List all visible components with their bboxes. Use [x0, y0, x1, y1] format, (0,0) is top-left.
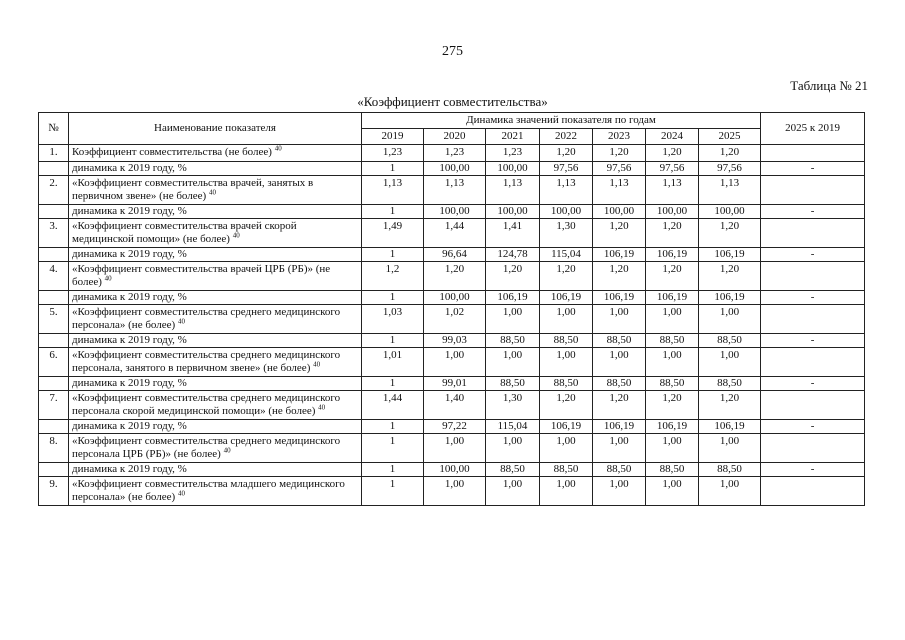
indicator-name-cell	[69, 145, 362, 162]
value-cell: 1,00	[424, 477, 486, 506]
footnote-ref: 40	[177, 489, 185, 498]
row-number: 7.	[39, 391, 69, 420]
value-cell: 1,00	[486, 434, 540, 463]
dynamics-ratio-cell: -	[761, 377, 865, 391]
dynamics-label: динамика к 2019 году, %	[69, 162, 362, 176]
dynamics-value-cell: 1	[362, 420, 424, 434]
value-cell: 1,20	[646, 145, 699, 162]
dynamics-value-cell: 124,78	[486, 248, 540, 262]
value-cell: 1,00	[486, 477, 540, 506]
indicator-name-cell	[69, 219, 362, 248]
indicator-row	[39, 145, 865, 162]
row-number: 4.	[39, 262, 69, 291]
header-year: 2024	[646, 129, 699, 145]
dynamics-value-cell: 88,50	[699, 334, 761, 348]
dynamics-value-cell: 88,50	[486, 377, 540, 391]
ratio-cell	[761, 434, 865, 463]
dynamics-label: динамика к 2019 году, %	[69, 334, 362, 348]
value-cell: 1,02	[424, 305, 486, 334]
value-cell: 1,40	[424, 391, 486, 420]
dynamics-label: динамика к 2019 году, %	[69, 291, 362, 305]
dynamics-row	[39, 463, 865, 477]
dynamics-value-cell: 106,19	[540, 420, 593, 434]
indicator-row	[39, 305, 865, 334]
ratio-cell	[761, 305, 865, 334]
dynamics-value-cell: 88,50	[593, 377, 646, 391]
value-cell: 1,00	[540, 348, 593, 377]
ratio-cell	[761, 262, 865, 291]
dynamics-value-cell: 97,56	[646, 162, 699, 176]
dynamics-value-cell: 100,00	[540, 205, 593, 219]
indicator-name: «Коэффициент совместительства среднего медицинского персонала» (не более)	[72, 306, 341, 331]
dynamics-value-cell: 88,50	[540, 334, 593, 348]
value-cell: 1,13	[540, 176, 593, 205]
value-cell: 1,44	[424, 219, 486, 248]
footnote-ref: 40	[223, 446, 231, 455]
row-number: 1.	[39, 145, 69, 162]
dynamics-label: динамика к 2019 году, %	[69, 205, 362, 219]
indicator-name: «Коэффициент совместительства врачей, занятых в первичном звене» (не более)	[72, 177, 314, 202]
value-cell: 1,00	[699, 477, 761, 506]
dynamics-value-cell: 88,50	[540, 377, 593, 391]
footnote-ref: 40	[232, 231, 240, 240]
header-year: 2020	[424, 129, 486, 145]
dynamics-value-cell: 100,00	[699, 205, 761, 219]
dynamics-value-cell: 88,50	[646, 463, 699, 477]
dynamics-value-cell: 100,00	[593, 205, 646, 219]
dynamics-value-cell: 88,50	[486, 334, 540, 348]
dynamics-value-cell: 115,04	[486, 420, 540, 434]
value-cell: 1,00	[646, 434, 699, 463]
table-title: «Коэффициент совместительства»	[357, 94, 548, 109]
dynamics-value-cell: 88,50	[540, 463, 593, 477]
value-cell: 1,13	[699, 176, 761, 205]
value-cell: 1,13	[424, 176, 486, 205]
dynamics-ratio-cell: -	[761, 248, 865, 262]
header-year: 2021	[486, 129, 540, 145]
dynamics-num-cell	[39, 420, 69, 434]
value-cell: 1,20	[540, 391, 593, 420]
dynamics-ratio-cell: -	[761, 205, 865, 219]
dynamics-value-cell: 106,19	[540, 291, 593, 305]
dynamics-label: динамика к 2019 году, %	[69, 377, 362, 391]
indicator-name-cell	[69, 477, 362, 506]
value-cell: 1,23	[424, 145, 486, 162]
footnote-ref: 40	[104, 274, 112, 283]
dynamics-value-cell: 97,56	[593, 162, 646, 176]
table-body	[39, 145, 865, 506]
row-number: 2.	[39, 176, 69, 205]
dynamics-value-cell: 1	[362, 463, 424, 477]
indicator-row	[39, 219, 865, 248]
value-cell: 1,00	[646, 305, 699, 334]
dynamics-value-cell: 100,00	[486, 162, 540, 176]
value-cell: 1,00	[540, 305, 593, 334]
dynamics-row	[39, 420, 865, 434]
indicator-name: «Коэффициент совместительства среднего медицинского персонала, занятого в первичном звене» (не более)	[72, 349, 341, 374]
dynamics-num-cell	[39, 162, 69, 176]
dynamics-value-cell: 106,19	[593, 248, 646, 262]
header-num: №	[39, 113, 69, 145]
dynamics-value-cell: 100,00	[424, 205, 486, 219]
value-cell: 1,00	[699, 348, 761, 377]
table-label: Таблица № 21	[790, 78, 868, 93]
dynamics-value-cell: 88,50	[699, 377, 761, 391]
dynamics-value-cell: 88,50	[486, 463, 540, 477]
dynamics-value-cell: 100,00	[424, 162, 486, 176]
value-cell: 1,30	[540, 219, 593, 248]
dynamics-label: динамика к 2019 году, %	[69, 248, 362, 262]
value-cell: 1,23	[486, 145, 540, 162]
dynamics-num-cell	[39, 248, 69, 262]
value-cell: 1,13	[362, 176, 424, 205]
indicator-row	[39, 434, 865, 463]
value-cell: 1,00	[699, 434, 761, 463]
header-year: 2023	[593, 129, 646, 145]
value-cell: 1,20	[593, 145, 646, 162]
value-cell: 1,13	[646, 176, 699, 205]
header-ratio: 2025 к 2019	[761, 113, 865, 145]
value-cell: 1,20	[699, 219, 761, 248]
dynamics-value-cell: 100,00	[486, 205, 540, 219]
dynamics-value-cell: 97,56	[699, 162, 761, 176]
dynamics-value-cell: 100,00	[424, 291, 486, 305]
dynamics-num-cell	[39, 291, 69, 305]
dynamics-label: динамика к 2019 году, %	[69, 463, 362, 477]
indicator-name: «Коэффициент совместительства младшего медицинского персонала» (не более)	[72, 478, 345, 503]
value-cell: 1	[362, 434, 424, 463]
dynamics-value-cell: 97,56	[540, 162, 593, 176]
indicator-name-cell	[69, 391, 362, 420]
value-cell: 1,41	[486, 219, 540, 248]
row-number: 6.	[39, 348, 69, 377]
dynamics-row	[39, 205, 865, 219]
value-cell: 1,20	[540, 262, 593, 291]
value-cell: 1,00	[593, 305, 646, 334]
dynamics-value-cell: 1	[362, 162, 424, 176]
indicator-name-cell	[69, 305, 362, 334]
value-cell: 1,00	[593, 434, 646, 463]
dynamics-value-cell: 106,19	[486, 291, 540, 305]
row-number: 9.	[39, 477, 69, 506]
dynamics-value-cell: 88,50	[646, 334, 699, 348]
indicator-row	[39, 348, 865, 377]
row-number: 8.	[39, 434, 69, 463]
dynamics-value-cell: 1	[362, 334, 424, 348]
indicator-row	[39, 477, 865, 506]
dynamics-value-cell: 99,03	[424, 334, 486, 348]
value-cell: 1,00	[424, 348, 486, 377]
value-cell: 1,23	[362, 145, 424, 162]
header-dynamics: Динамика значений показателя по годам	[362, 113, 761, 129]
dynamics-num-cell	[39, 377, 69, 391]
dynamics-value-cell: 1	[362, 291, 424, 305]
value-cell: 1,00	[540, 434, 593, 463]
dynamics-row	[39, 377, 865, 391]
value-cell: 1,00	[540, 477, 593, 506]
value-cell: 1,20	[699, 391, 761, 420]
dynamics-value-cell: 106,19	[646, 420, 699, 434]
value-cell: 1,20	[486, 262, 540, 291]
indicator-table	[38, 112, 865, 506]
dynamics-value-cell: 106,19	[646, 248, 699, 262]
dynamics-value-cell: 1	[362, 248, 424, 262]
dynamics-row	[39, 291, 865, 305]
indicator-name-cell	[69, 434, 362, 463]
dynamics-value-cell: 106,19	[646, 291, 699, 305]
indicator-name: «Коэффициент совместительства среднего медицинского персонала ЦРБ (РБ)» (не более)	[72, 435, 341, 460]
dynamics-label: динамика к 2019 году, %	[69, 420, 362, 434]
dynamics-ratio-cell: -	[761, 334, 865, 348]
header-year: 2025	[699, 129, 761, 145]
value-cell: 1,03	[362, 305, 424, 334]
header-name: Наименование показателя	[69, 113, 362, 145]
value-cell: 1,44	[362, 391, 424, 420]
dynamics-value-cell: 88,50	[646, 377, 699, 391]
value-cell: 1,00	[486, 305, 540, 334]
dynamics-value-cell: 88,50	[593, 334, 646, 348]
value-cell: 1,20	[424, 262, 486, 291]
value-cell: 1,20	[699, 145, 761, 162]
dynamics-value-cell: 1	[362, 205, 424, 219]
indicator-name: Коэффициент совместительства (не более)	[72, 146, 272, 158]
dynamics-ratio-cell: -	[761, 291, 865, 305]
indicator-name: «Коэффициент совместительства врачей ЦРБ (РБ)» (не более)	[72, 263, 331, 288]
dynamics-value-cell: 88,50	[593, 463, 646, 477]
value-cell: 1,00	[593, 477, 646, 506]
value-cell: 1,20	[593, 391, 646, 420]
value-cell: 1,00	[699, 305, 761, 334]
dynamics-value-cell: 106,19	[593, 291, 646, 305]
footnote-ref: 40	[208, 188, 216, 197]
dynamics-num-cell	[39, 463, 69, 477]
footnote-ref: 40	[177, 317, 185, 326]
dynamics-num-cell	[39, 205, 69, 219]
indicator-name: «Коэффициент совместительства среднего медицинского персонала скорой медицинской помощи» (не более)	[72, 392, 341, 417]
value-cell: 1,00	[646, 477, 699, 506]
value-cell: 1,20	[540, 145, 593, 162]
value-cell: 1,00	[424, 434, 486, 463]
ratio-cell	[761, 391, 865, 420]
dynamics-row	[39, 334, 865, 348]
value-cell: 1,49	[362, 219, 424, 248]
dynamics-value-cell: 1	[362, 377, 424, 391]
value-cell: 1,13	[486, 176, 540, 205]
indicator-name-cell	[69, 348, 362, 377]
footnote-ref: 40	[274, 144, 282, 153]
indicator-name: «Коэффициент совместительства врачей скорой медицинской помощи» (не более)	[72, 220, 297, 245]
footnote-ref: 40	[318, 403, 326, 412]
value-cell: 1,20	[699, 262, 761, 291]
value-cell: 1,20	[593, 219, 646, 248]
value-cell: 1,00	[646, 348, 699, 377]
value-cell: 1,00	[593, 348, 646, 377]
dynamics-row	[39, 162, 865, 176]
page-number: 275	[442, 44, 463, 59]
value-cell: 1,01	[362, 348, 424, 377]
dynamics-value-cell: 100,00	[424, 463, 486, 477]
indicator-row	[39, 262, 865, 291]
dynamics-value-cell: 115,04	[540, 248, 593, 262]
dynamics-value-cell: 106,19	[699, 291, 761, 305]
value-cell: 1,20	[646, 219, 699, 248]
row-number: 3.	[39, 219, 69, 248]
value-cell: 1,30	[486, 391, 540, 420]
value-cell: 1	[362, 477, 424, 506]
dynamics-value-cell: 97,22	[424, 420, 486, 434]
indicator-row	[39, 176, 865, 205]
dynamics-row	[39, 248, 865, 262]
dynamics-ratio-cell: -	[761, 162, 865, 176]
ratio-cell	[761, 477, 865, 506]
dynamics-ratio-cell: -	[761, 463, 865, 477]
dynamics-ratio-cell: -	[761, 420, 865, 434]
dynamics-value-cell: 88,50	[699, 463, 761, 477]
dynamics-value-cell: 96,64	[424, 248, 486, 262]
dynamics-value-cell: 106,19	[593, 420, 646, 434]
dynamics-value-cell: 106,19	[699, 420, 761, 434]
footnote-ref: 40	[313, 360, 321, 369]
row-number: 5.	[39, 305, 69, 334]
header-year: 2022	[540, 129, 593, 145]
value-cell: 1,20	[593, 262, 646, 291]
indicator-name-cell	[69, 262, 362, 291]
ratio-cell	[761, 145, 865, 162]
ratio-cell	[761, 219, 865, 248]
value-cell: 1,00	[486, 348, 540, 377]
ratio-cell	[761, 348, 865, 377]
value-cell: 1,20	[646, 391, 699, 420]
ratio-cell	[761, 176, 865, 205]
value-cell: 1,2	[362, 262, 424, 291]
value-cell: 1,13	[593, 176, 646, 205]
dynamics-value-cell: 100,00	[646, 205, 699, 219]
indicator-row	[39, 391, 865, 420]
dynamics-value-cell: 99,01	[424, 377, 486, 391]
dynamics-value-cell: 106,19	[699, 248, 761, 262]
dynamics-num-cell	[39, 334, 69, 348]
value-cell: 1,20	[646, 262, 699, 291]
header-year: 2019	[362, 129, 424, 145]
indicator-name-cell	[69, 176, 362, 205]
